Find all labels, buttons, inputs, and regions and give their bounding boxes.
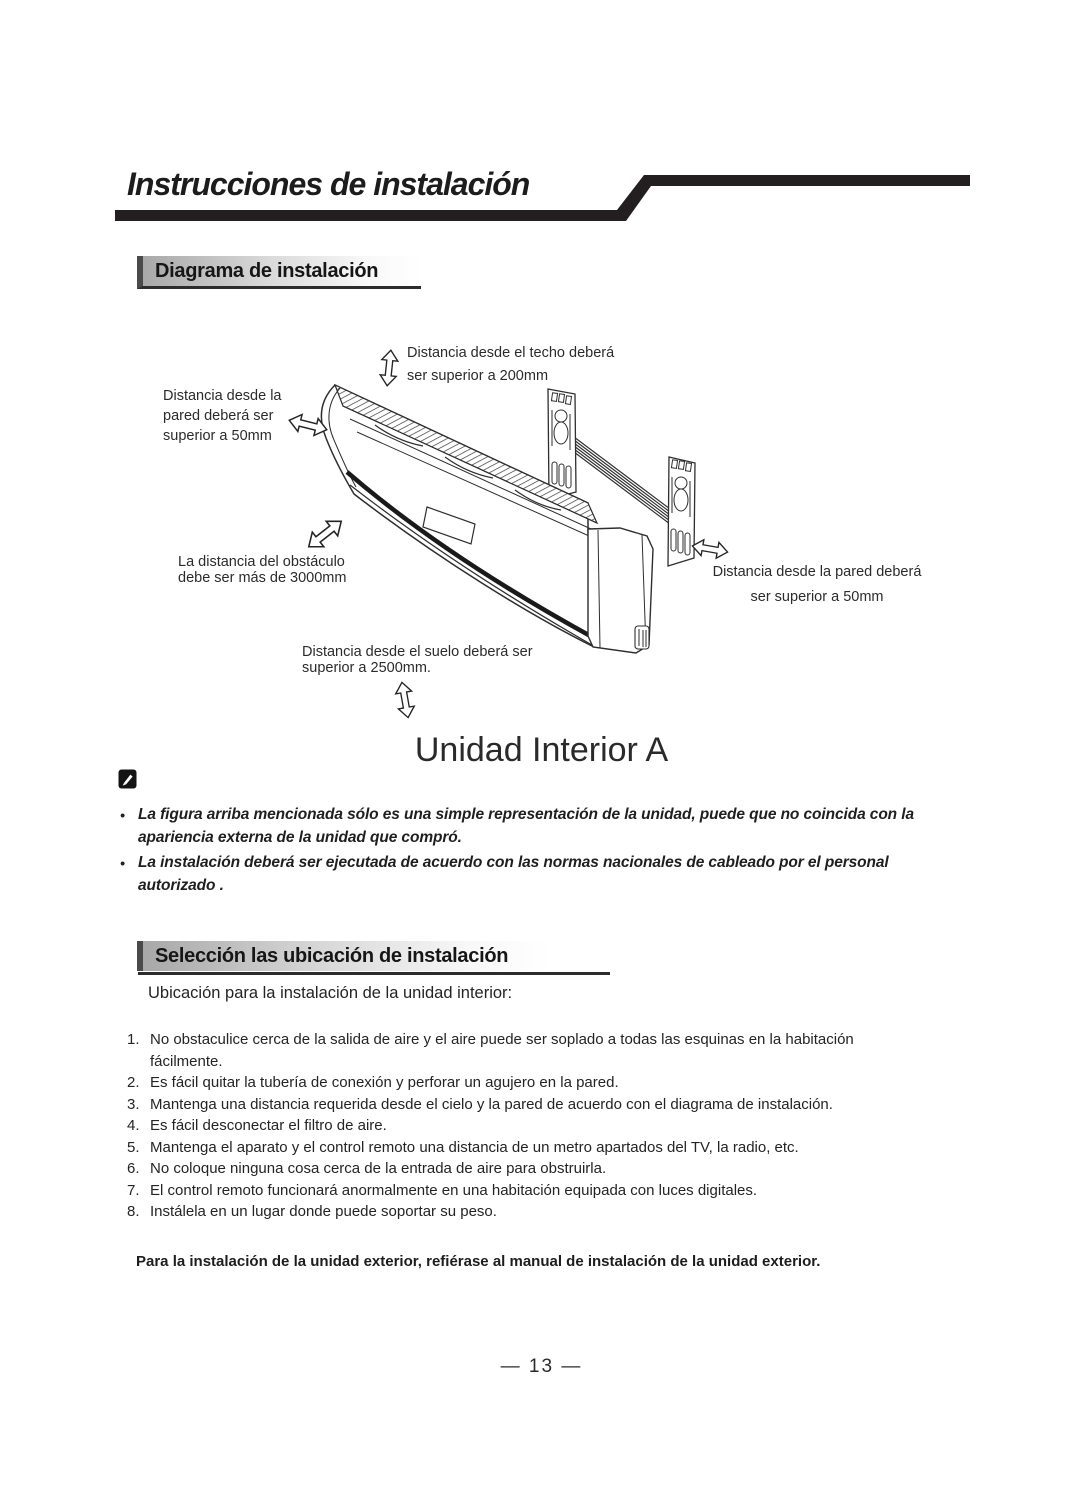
section-heading-diagram: Diagrama de instalación (137, 256, 421, 289)
list-item: 8. Instálela en un lugar donde puede soportar su peso. (127, 1203, 497, 1220)
right-wall-distance-label: Distancia desde la pared deberá ser superior a 50mm (712, 564, 922, 605)
left-wall-distance-label: Distancia desde la pared deberá ser superior a 50mm (163, 388, 282, 444)
list-item: 2. Es fácil quitar la tubería de conexión y perforar un agujero en la pared. (127, 1074, 619, 1091)
list-item: 6. No coloque ninguna cosa cerca de la entrada de aire para obstruirla. (127, 1160, 607, 1177)
list-item: 4. Es fácil desconectar el filtro de aire. (127, 1117, 387, 1134)
bullet-icon: • (120, 807, 125, 823)
mounting-plate-right (668, 457, 695, 566)
obstacle-distance-arrow-icon (303, 514, 347, 554)
unit-caption: Unidad Interior A (414, 731, 669, 769)
page-title: Instrucciones de instalación (127, 166, 530, 202)
floor-distance-label: Distancia desde el suelo deberá ser superior a 2500mm. (302, 644, 533, 676)
ceiling-distance-arrow-icon (379, 349, 399, 386)
floor-distance-arrow-icon (394, 681, 416, 719)
list-item: 5. Mantenga el aparato y el control remoto una distancia de un metro apartados del TV, la radio, etc. (127, 1138, 799, 1156)
obstacle-distance-label: La distancia del obstáculo debe ser más de 3000mm (178, 554, 347, 586)
list-item: 1. No obstaculice cerca de la salida de aire y el aire puede ser soplado a todas las esquinas en la habitación fácilmente. (127, 1031, 854, 1070)
list-item: 7. El control remoto funcionará anormalmente en una habitación equipada con luces digitales. (127, 1181, 758, 1199)
title-underline-swoosh (0, 0, 1083, 240)
page-number: — 13 — (500, 1356, 583, 1377)
bullet-icon: • (120, 855, 125, 871)
section-heading-underline (138, 972, 610, 975)
pencil-note-icon (118, 769, 137, 789)
right-wall-distance-arrow-icon (691, 538, 729, 560)
ceiling-distance-label: Distancia desde el techo deberá ser superior a 200mm (407, 345, 615, 384)
note-item: • La instalación deberá ser ejecutada de acuerdo con las normas nacionales de cableado por el personal autorizado . (120, 854, 889, 894)
exterior-unit-note: Para la instalación de la unidad exterior, refiérase al manual de instalación de la unidad exterior. (136, 1253, 821, 1270)
location-list (127, 1029, 912, 1223)
figure-notes (120, 804, 948, 900)
note-item: • La figura arriba mencionada sólo es una simple representación de la unidad, puede que no coincida con la apariencia externa de la unidad que compró. (120, 806, 914, 846)
list-item: 3. Mantenga una distancia requerida desde el cielo y la pared de acuerdo con el diagrama de instalación. (127, 1095, 833, 1113)
installation-diagram (150, 330, 970, 740)
section-heading-location: Selección las ubicación de instalación (137, 941, 553, 971)
indoor-unit-body (321, 385, 653, 653)
location-intro: Ubicación para la instalación de la unidad interior: (148, 984, 513, 1002)
unit-right-cap (588, 528, 653, 653)
mounting-plate-left (548, 389, 576, 499)
